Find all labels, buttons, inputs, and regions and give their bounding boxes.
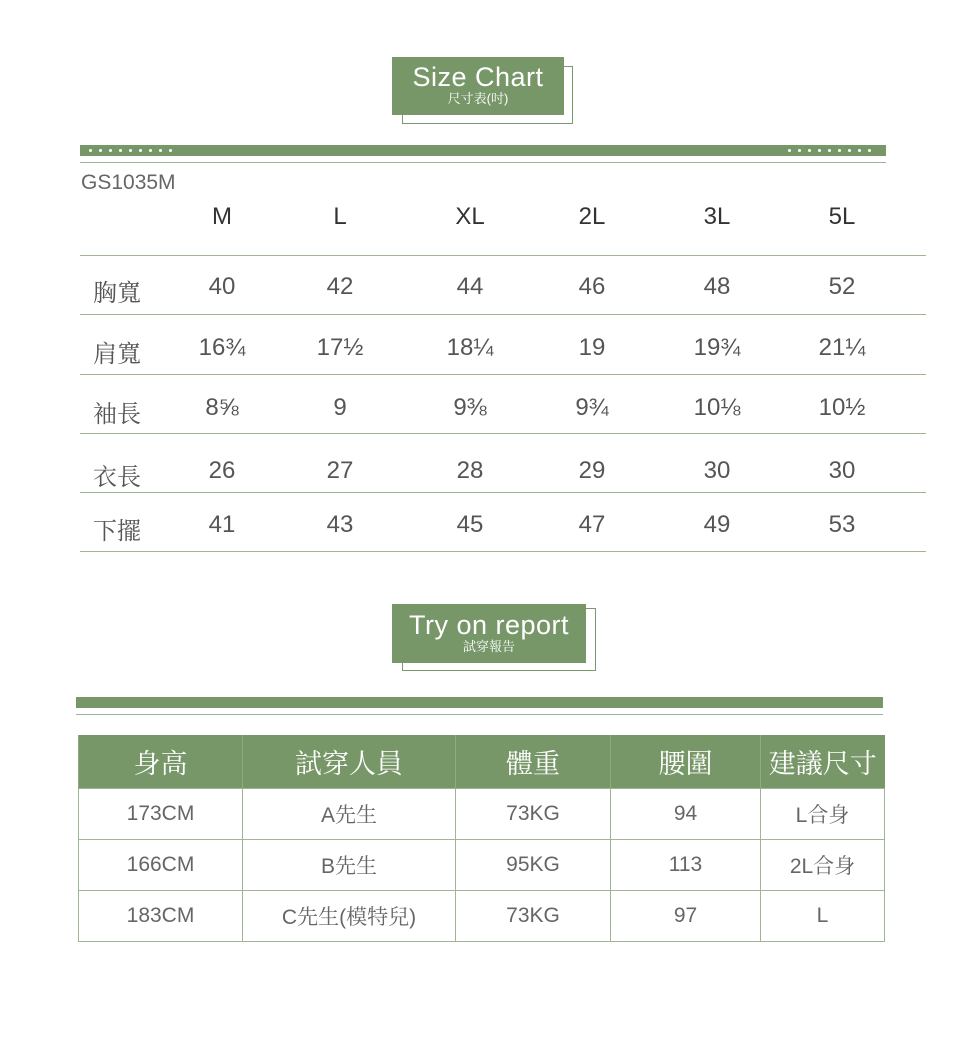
size-chart-subline	[80, 162, 886, 163]
cell-height: 166CM	[79, 840, 243, 891]
model-code: GS1035M	[81, 171, 176, 194]
size-value-cell: 41	[208, 511, 236, 538]
title-label-box	[392, 57, 564, 115]
size-chart-header-bar	[80, 145, 886, 156]
size-chart-title-zh: 尺寸表(吋)	[447, 91, 509, 106]
size-value-cell: 40	[208, 273, 236, 300]
size-header-m: M	[212, 203, 232, 230]
row-divider	[80, 551, 926, 552]
size-header-xl: XL	[455, 203, 485, 230]
size-value-cell: 28	[456, 457, 484, 484]
header-suggested-size: 建議尺寸	[761, 735, 885, 789]
try-on-label-box	[392, 604, 586, 663]
row-label-shoulder-width: 肩寬	[93, 341, 141, 368]
size-value-cell: 10½	[818, 394, 866, 421]
cell-tester: A先生	[243, 789, 456, 840]
header-height: 身高	[79, 735, 243, 789]
size-value-cell: 9	[333, 394, 347, 421]
size-value-cell: 19¾	[693, 334, 741, 361]
cell-suggested-size: L	[761, 891, 885, 942]
right-dots-decoration	[788, 149, 871, 152]
size-value-cell: 17½	[316, 334, 364, 361]
size-value-cell: 27	[326, 457, 354, 484]
size-value-cell: 16¾	[198, 334, 246, 361]
size-value-cell: 52	[828, 273, 856, 300]
cell-suggested-size: 2L合身	[761, 840, 885, 891]
try-on-title-en: Try on report	[408, 610, 570, 640]
size-value-cell: 45	[456, 511, 484, 538]
size-value-cell: 44	[456, 273, 484, 300]
size-value-cell: 30	[828, 457, 856, 484]
left-dots-decoration	[89, 149, 172, 152]
size-value-cell: 48	[703, 273, 731, 300]
size-value-cell: 42	[326, 273, 354, 300]
size-chart-title-en: Size Chart	[412, 62, 544, 92]
try-on-table	[78, 735, 885, 942]
size-value-cell: 29	[578, 457, 606, 484]
header-tester: 試穿人員	[243, 735, 456, 789]
cell-weight: 73KG	[456, 891, 611, 942]
row-divider	[80, 492, 926, 493]
cell-height: 173CM	[79, 789, 243, 840]
size-header-2l: 2L	[578, 203, 606, 230]
cell-waist: 97	[611, 891, 761, 942]
cell-tester: C先生(模特兒)	[243, 891, 456, 942]
cell-weight: 73KG	[456, 789, 611, 840]
size-value-cell: 18¼	[446, 334, 494, 361]
cell-weight: 95KG	[456, 840, 611, 891]
row-label-body-length: 衣長	[93, 464, 141, 491]
size-header-5l: 5L	[828, 203, 856, 230]
size-value-cell: 9⅜	[453, 394, 487, 421]
size-value-cell: 19	[578, 334, 606, 361]
row-divider	[80, 374, 926, 375]
try-on-title-zh: 試穿報告	[462, 639, 515, 654]
header-waist: 腰圍	[611, 735, 761, 789]
cell-tester: B先生	[243, 840, 456, 891]
header-weight: 體重	[456, 735, 611, 789]
size-value-cell: 10⅛	[693, 394, 741, 421]
row-label-sleeve-length: 袖長	[93, 401, 141, 428]
cell-waist: 113	[611, 840, 761, 891]
try-on-header-bar	[76, 697, 883, 708]
row-divider	[80, 314, 926, 315]
size-value-cell: 53	[828, 511, 856, 538]
size-value-cell: 43	[326, 511, 354, 538]
size-header-3l: 3L	[703, 203, 731, 230]
try-on-subline	[76, 714, 883, 715]
table-row	[79, 891, 885, 942]
size-value-cell: 47	[578, 511, 606, 538]
cell-height: 183CM	[79, 891, 243, 942]
size-value-cell: 49	[703, 511, 731, 538]
size-value-cell: 46	[578, 273, 606, 300]
try-on-header-row	[79, 735, 885, 789]
row-label-hem-width: 下擺	[93, 518, 141, 545]
size-value-cell: 9¾	[575, 394, 609, 421]
row-label-chest-width: 胸寬	[93, 280, 141, 307]
row-divider	[80, 433, 926, 434]
table-row	[79, 789, 885, 840]
size-header-l: L	[333, 203, 347, 230]
cell-suggested-size: L合身	[761, 789, 885, 840]
size-value-cell: 21¼	[818, 334, 866, 361]
cell-waist: 94	[611, 789, 761, 840]
header-divider	[80, 255, 926, 256]
table-row	[79, 840, 885, 891]
size-value-cell: 8⅝	[205, 394, 239, 421]
size-value-cell: 26	[208, 457, 236, 484]
size-value-cell: 30	[703, 457, 731, 484]
